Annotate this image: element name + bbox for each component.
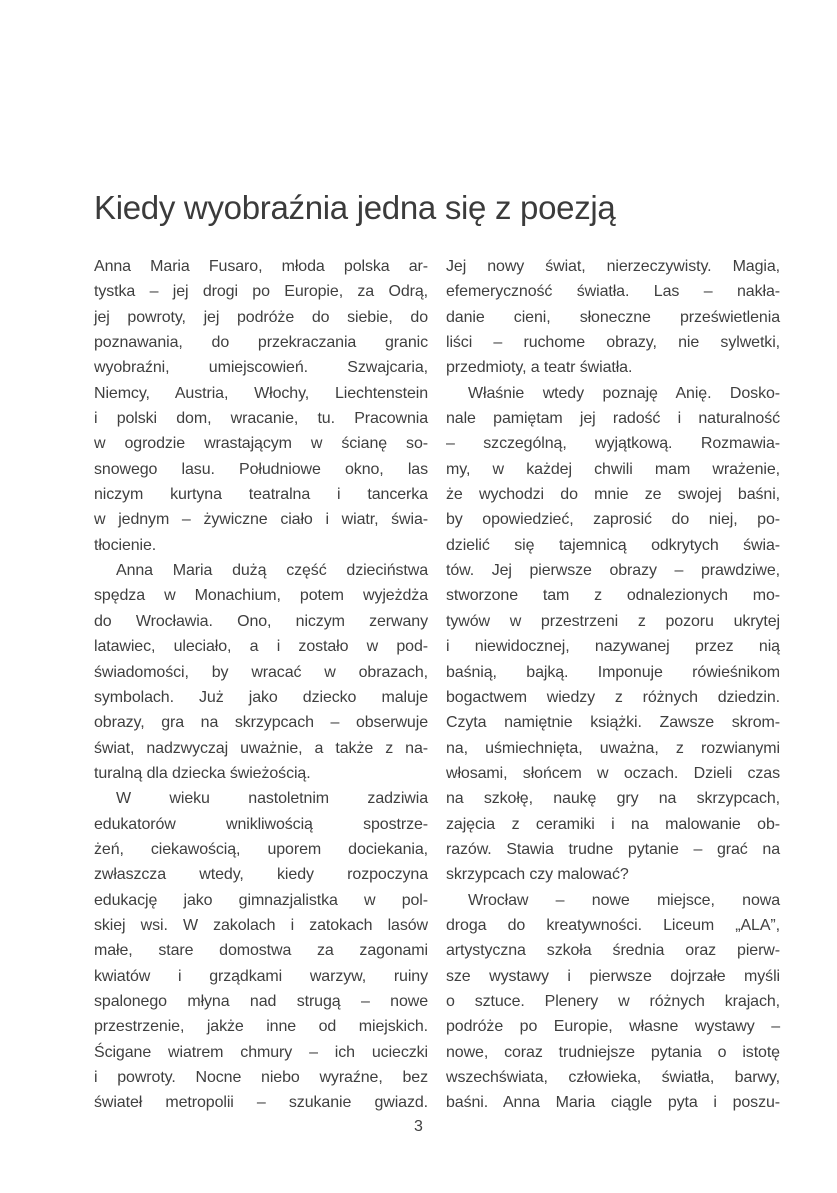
- text-line: w ogrodzie wrastającym w ścianę so-: [94, 435, 428, 453]
- text-line: przestrzenie, jakże inne od miejskich.: [94, 1018, 428, 1036]
- text-line: latawiec, uleciało, a i zostało w pod-: [94, 638, 428, 656]
- text-line: tów. Jej pierwsze obrazy – prawdziwe,: [446, 562, 780, 580]
- text-line: kwiatów i grządkami warzyw, ruiny: [94, 967, 428, 985]
- text-line: Wrocław – nowe miejsce, nowa: [468, 891, 780, 909]
- text-line: edukację jako gimnazjalistka w pol-: [94, 891, 428, 909]
- text-line: W wieku nastoletnim zadziwia: [116, 790, 428, 808]
- text-line: turalną dla dziecka świeżością.: [94, 764, 311, 782]
- text-line: zajęcia z ceramiki i na malowanie ob-: [446, 815, 780, 833]
- text-line: tłocienie.: [94, 536, 157, 554]
- text-line: stworzone tam z odnalezionych mo-: [446, 587, 780, 605]
- text-line: i polski dom, wracanie, tu. Pracownia: [94, 410, 428, 428]
- text-line: spędza w Monachium, potem wyjeżdża: [94, 587, 428, 605]
- text-line: że wychodzi do mnie ze swojej baśni,: [446, 486, 780, 504]
- text-column-left: [94, 254, 428, 1116]
- text-line: droga do kreatywności. Liceum „ALA”,: [446, 916, 780, 934]
- text-line: Niemcy, Austria, Włochy, Liechtenstein: [94, 384, 428, 402]
- text-line: i niewidocznej, nazywanej przez nią: [446, 638, 780, 656]
- text-line: symbolach. Już jako dziecko maluje: [94, 688, 428, 706]
- text-line: edukatorów wnikliwością spostrze-: [94, 815, 428, 833]
- text-line: bogactwem wiedzy z różnych dziedzin.: [446, 688, 780, 706]
- text-line: poznawania, do przekraczania granic: [94, 334, 428, 352]
- text-line: jej powroty, jej podróże do siebie, do: [94, 308, 428, 326]
- text-line: – szczególną, wyjątkową. Rozmawia-: [446, 435, 780, 453]
- text-line: niczym kurtyna teatralna i tancerka: [94, 486, 428, 504]
- text-line: tystka – jej drogi po Europie, za Odrą,: [94, 283, 428, 301]
- page-number: 3: [414, 1118, 423, 1135]
- text-line: i powroty. Nocne niebo wyraźne, bez: [94, 1069, 428, 1086]
- text-line: Właśnie wtedy poznaję Anię. Dosko-: [468, 384, 780, 402]
- text-line: by opowiedzieć, zaprosić do niej, po-: [446, 511, 780, 529]
- text-line: Anna Maria Fusaro, młoda polska ar-: [94, 258, 428, 275]
- text-line: przedmioty, a teatr światła.: [446, 359, 633, 377]
- text-line: baśnią, bajką. Imponuje rówieśnikom: [446, 663, 780, 681]
- text-column-right: [446, 254, 780, 1116]
- text-line: artystyczna szkoła średnia oraz pierw-: [446, 942, 780, 960]
- text-line: na szkołę, naukę gry na skrzypcach,: [446, 790, 780, 808]
- text-line: podróże po Europie, własne wystawy –: [446, 1018, 780, 1036]
- page-title: Kiedy wyobraźnia jedna się z poezją: [94, 189, 616, 227]
- text-line: wszechświata, człowieka, światła, barwy,: [446, 1069, 780, 1086]
- text-line: do Wrocławia. Ono, niczym zerwany: [94, 612, 428, 630]
- text-line: skiej wsi. W zakolach i zatokach lasów: [94, 916, 428, 934]
- text-line: na, uśmiechnięta, uważna, z rozwianymi: [446, 739, 780, 757]
- text-line: małe, stare domostwa za zagonami: [94, 942, 428, 960]
- text-line: obrazy, gra na skrzypcach – obserwuje: [94, 714, 428, 732]
- text-line: razów. Stawia trudne pytanie – grać na: [446, 840, 780, 858]
- text-line: dzielić się tajemnicą odkrytych świa-: [446, 536, 780, 554]
- text-line: świateł metropolii – szukanie gwiazd.: [94, 1094, 428, 1112]
- text-line: nowe, coraz trudniejsze pytania o istotę: [446, 1043, 780, 1061]
- text-line: o sztuce. Plenery w różnych krajach,: [446, 992, 780, 1010]
- text-line: Anna Maria dużą część dzieciństwa: [116, 562, 428, 580]
- text-line: żeń, ciekawością, uporem dociekania,: [94, 840, 428, 858]
- text-line: spalonego młyna nad strugą – nowe: [94, 992, 428, 1010]
- text-line: Jej nowy świat, nierzeczywisty. Magia,: [446, 258, 780, 275]
- text-line: danie cieni, słoneczne prześwietlenia: [446, 308, 780, 326]
- text-line: świadomości, by wracać w obrazach,: [94, 663, 428, 681]
- text-line: efemeryczność światła. Las – nakła-: [446, 283, 780, 301]
- text-line: skrzypcach czy malować?: [446, 866, 629, 884]
- text-line: włosami, słońcem w oczach. Dzieli czas: [446, 764, 780, 782]
- text-line: sze wystawy i pierwsze dojrzałe myśli: [446, 967, 780, 985]
- text-line: świat, nadzwyczaj uważnie, a także z na-: [94, 739, 428, 757]
- text-line: my, w każdej chwili mam wrażenie,: [446, 460, 780, 478]
- article-body: [94, 254, 780, 1116]
- text-line: nale pamiętam jej radość i naturalność: [446, 410, 780, 428]
- text-line: liści – ruchome obrazy, nie sylwetki,: [446, 334, 780, 352]
- text-line: Czyta namiętnie książki. Zawsze skrom-: [446, 714, 780, 732]
- text-line: Ścigane wiatrem chmury – ich ucieczki: [94, 1043, 428, 1061]
- text-line: wyobraźni, umiejscowień. Szwajcaria,: [94, 359, 428, 377]
- text-line: tywów w przestrzeni z pozoru ukrytej: [446, 612, 780, 630]
- text-line: baśni. Anna Maria ciągle pyta i poszu-: [446, 1094, 780, 1112]
- text-line: zwłaszcza wtedy, kiedy rozpoczyna: [94, 866, 428, 884]
- text-line: w jednym – żywiczne ciało i wiatr, świa-: [94, 511, 428, 529]
- text-line: snowego lasu. Południowe okno, las: [94, 460, 428, 478]
